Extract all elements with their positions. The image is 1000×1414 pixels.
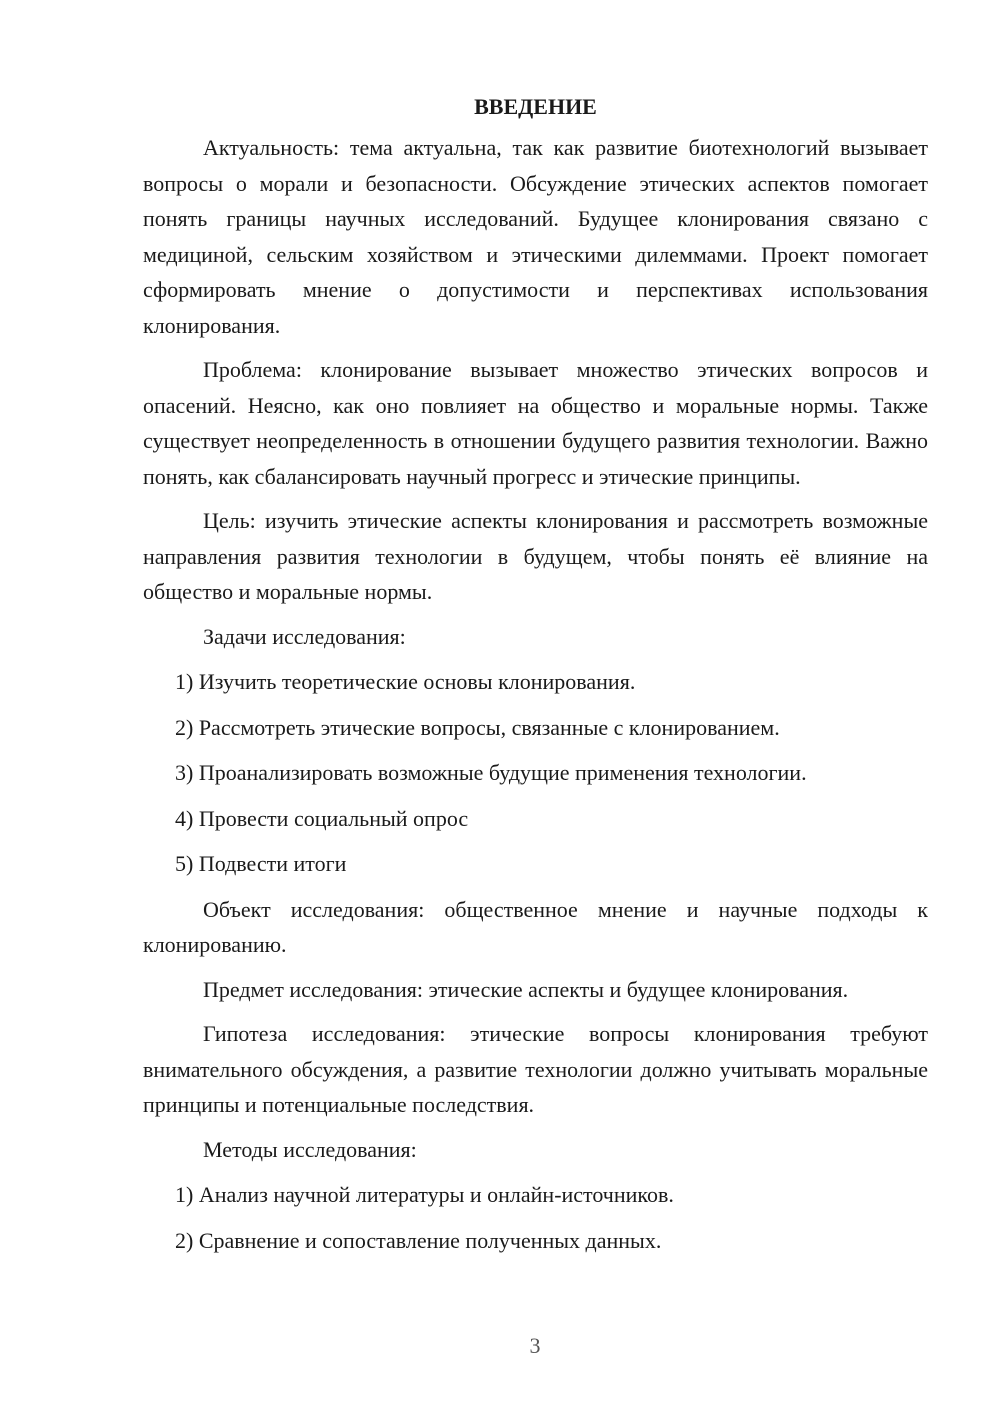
problem-paragraph: Проблема: клонирование вызывает множество этических вопросов и опасений. Неясно, как оно повлияет на общество и моральные нормы. Также существует неопределенность в отношении будущего развития технологии. Важно понять, как сбалансировать научный прогресс и этические принципы. bbox=[143, 357, 928, 489]
task-item: 1) Изучить теоретические основы клонирования. bbox=[175, 669, 636, 694]
section-heading: ВВЕДЕНИЕ bbox=[474, 94, 597, 119]
task-item: 2) Рассмотреть этические вопросы, связанные с клонированием. bbox=[175, 714, 780, 740]
actuality-paragraph: Актуальность: тема актуальна, так как развитие биотехнологий вызывает вопросы о морали и безопасности. Обсуждение этических аспектов помогает понять границы научных исследований. Будущее клонирования связано с медициной, сельским хозяйством и этическими дилеммами. Проект помогает сформировать мнение о допустимости и перспективах использования клонирования. bbox=[143, 135, 928, 338]
subject-paragraph: Предмет исследования: этические аспекты и будущее клонирования. bbox=[203, 976, 849, 1002]
object-paragraph: Объект исследования: общественное мнение и научные подходы к клонированию. bbox=[143, 896, 928, 957]
page-number: 3 bbox=[529, 1333, 541, 1358]
document-page bbox=[143, 92, 928, 1268]
methods-title: Методы исследования: bbox=[203, 1136, 417, 1162]
method-item: 1) Анализ научной литературы и онлайн-источников. bbox=[175, 1182, 674, 1207]
method-item: 2) Сравнение и сопоставление полученных данных. bbox=[175, 1227, 662, 1253]
task-item: 4) Провести социальный опрос bbox=[175, 805, 469, 831]
task-item: 5) Подвести итоги bbox=[175, 851, 347, 876]
tasks-title: Задачи исследования: bbox=[203, 623, 406, 649]
goal-paragraph: Цель: изучить этические аспекты клонирования и рассмотреть возможные направления развития технологии в будущем, чтобы понять её влияние на общество и моральные нормы. bbox=[143, 508, 928, 604]
task-item: 3) Проанализировать возможные будущие применения технологии. bbox=[175, 760, 807, 785]
hypothesis-paragraph: Гипотеза исследования: этические вопросы клонирования требуют внимательного обсуждения, а развитие технологии должно учитывать моральные принципы и потенциальные последствия. bbox=[143, 1021, 928, 1117]
